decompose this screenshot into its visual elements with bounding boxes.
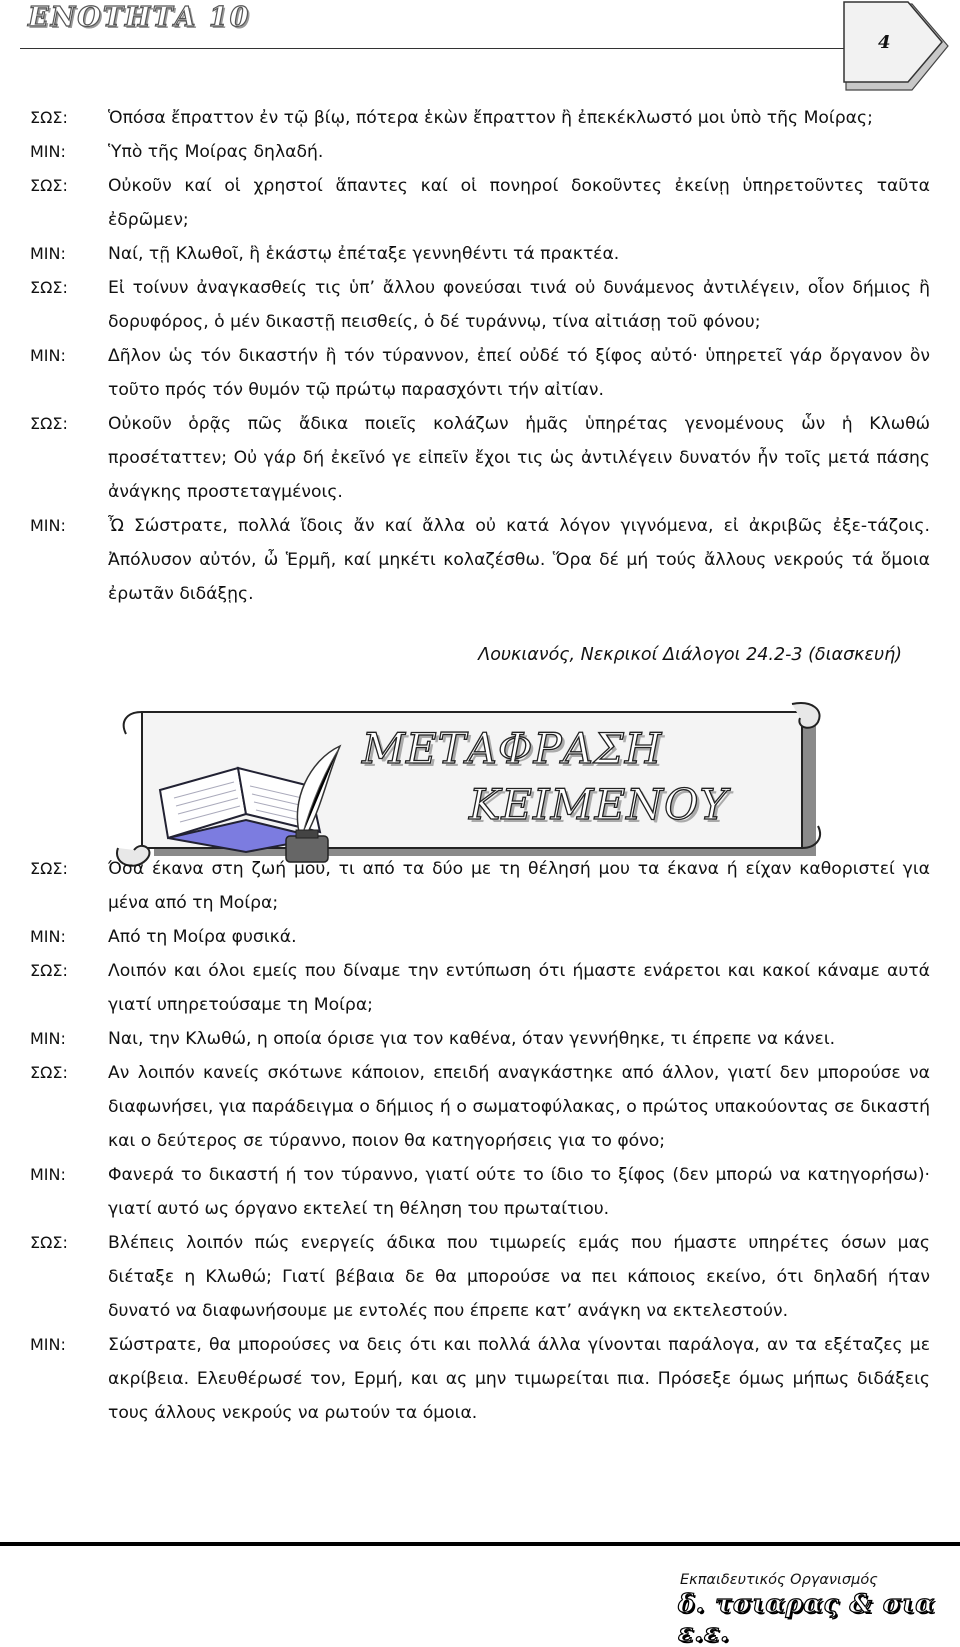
organization-name: Εκπαιδευτικός Οργανισμός <box>680 1572 878 1588</box>
speaker-label: ΣΩΣ: <box>30 108 68 127</box>
dialogue-line <box>0 852 960 920</box>
dialogue-line <box>0 407 960 509</box>
speaker-label: ΣΩΣ: <box>30 414 68 433</box>
speech-text: Ὁπόσα ἔπραττον ἐν τῷ βίῳ, πότερα ἑκὼν ἔπραττον ἢ ἐπεκέκλωστό μοι ὑπὸ τῆς Μοίρας; <box>108 108 873 128</box>
speech-text: Οὐκοῦν ὁρᾷς πῶς ἄδικα ποιεῖς κολάζων ἡμᾶς ὑπηρέτας γενομένους ὧν ἡ Κλωθώ προσέταττεν; Οὐ γάρ δή ἐκεῖνό γε εἰπεῖν ἔχοι τις ὡς ἀντιλέγειν δυνατόν ἦν τοῖς μετά πάσης ἀνάγκης προστεταγμένοις. <box>108 414 930 502</box>
speaker-label: ΣΩΣ: <box>30 1233 68 1252</box>
speech-text: Όσα έκανα στη ζωή μου, τι από τα δύο με τη θέλησή μου τα έκανα ή είχαν καθοριστεί για μένα από τη Μοίρα; <box>108 859 930 913</box>
speaker-label: ΜΙΝ: <box>30 1335 66 1354</box>
speech-text: Αν λοιπόν κανείς σκότωνε κάποιον, επειδή αναγκάστηκε από άλλον, γιατί δεν μπορούσε να διαφωνήσει, για παράδειγμα ο δήμιος ή ο σωματοφύλακας, ο πρώτος υπακούοντας σε δικαστή και ο δεύτερος σε τύραννο, ποιον θα κατηγορήσεις για το φόνο; <box>108 1063 930 1151</box>
dialogue-line <box>0 509 960 611</box>
dialogue-line <box>0 101 960 135</box>
translation-dialogue <box>0 852 960 1430</box>
banner-title-line-1: ΜΕΤΑΦΡΑΣΗ <box>362 724 663 773</box>
speech-text: Δῆλον ὡς τόν δικαστήν ἢ τόν τύραννον, ἐπεί οὐδέ τό ξίφος αὐτό· ὑπηρετεῖ γάρ ὄργανον ὂν τοῦτο πρός τόν θυμόν τῷ πρώτῳ παρασχόντι τήν αἰτίαν. <box>108 346 930 400</box>
page-number-badge <box>842 0 952 100</box>
speech-text: Φανερά το δικαστή ή τον τύραννο, γιατί ούτε το ίδιο το ξίφος (δεν μπορώ να κατηγορήσω)· γιατί αυτό ως όργανο εκτελεί τη θέληση του πρωταίτιου. <box>108 1165 930 1219</box>
organization-brand: δ. τσιαρας & σια ε.ε. <box>678 1589 936 1647</box>
section-title: ΕΝΟΤΗΤΑ 10 <box>28 2 251 33</box>
dialogue-line <box>0 339 960 407</box>
original-text-dialogue <box>0 101 960 611</box>
dialogue-line <box>0 135 960 169</box>
speech-text: Σώστρατε, θα μπορούσες να δεις ότι και πολλά άλλα γίνονται παράλογα, αν τα εξέταζες με ακρίβεια. Ελευθέρωσέ τον, Ερμή, και ας μην τιμωρείται πια. Πρόσεξε όμως μήπως διδάξεις τους άλλους νεκρούς να ρωτούν τα όμοια. <box>108 1335 930 1423</box>
speaker-label: ΣΩΣ: <box>30 176 68 195</box>
dialogue-line <box>0 1328 960 1430</box>
speaker-label: ΜΙΝ: <box>30 1165 66 1184</box>
banner-title-line-2: ΚΕΙΜΕΝΟΥ <box>469 780 729 829</box>
speaker-label: ΜΙΝ: <box>30 346 66 365</box>
speech-text: Λοιπόν και όλοι εμείς που δίναμε την εντύπωση ότι ήμαστε ενάρετοι και κακοί κάναμε αυτά γιατί υπηρετούσαμε τη Μοίρα; <box>108 961 930 1015</box>
speech-text: Οὐκοῦν καί οἱ χρηστοί ἅπαντες καί οἱ πονηροί δοκοῦντες ἐκείνῃ ὑπηρετοῦντες ταῦτα ἐδρῶμεν; <box>108 176 930 230</box>
translation-banner <box>112 700 838 870</box>
dialogue-line <box>0 954 960 1022</box>
open-book-quill-icon <box>150 740 350 870</box>
speaker-label: ΣΩΣ: <box>30 278 68 297</box>
speech-text: Ὑπὸ τῆς Μοίρας δηλαδή. <box>108 142 324 162</box>
speaker-label: ΜΙΝ: <box>30 142 66 161</box>
dialogue-line <box>0 920 960 954</box>
speech-text: Ναι, την Κλωθώ, η οποία όρισε για τον καθένα, όταν γεννήθηκε, τι έπρεπε να κάνει. <box>108 1029 836 1049</box>
header-rule <box>20 48 870 49</box>
source-citation: Λουκιανός, Νεκρικοί Διάλογοι 24.2-3 (διασκευή) <box>478 645 902 665</box>
speech-text: Από τη Μοίρα φυσικά. <box>108 927 297 947</box>
speaker-label: ΜΙΝ: <box>30 516 66 535</box>
speech-text: Ὦ Σώστρατε, πολλά ἴδοις ἄν καί ἄλλα οὐ κατά λόγον γιγνόμενα, εἰ ἀκριβῶς ἐξε-τάζοις. Ἀπόλυσον αὐτόν, ὦ Ἑρμῆ, καί μηκέτι κολαζέσθω. Ὅρα δέ μή τούς ἄλλους νεκρούς τά ὅμοια ἐρωτᾶν διδάξῃς. <box>108 516 930 604</box>
dialogue-line <box>0 271 960 339</box>
dialogue-line <box>0 1158 960 1226</box>
dialogue-line <box>0 169 960 237</box>
footer-rule <box>0 1542 960 1546</box>
dialogue-line <box>0 1022 960 1056</box>
speaker-label: ΣΩΣ: <box>30 859 68 878</box>
dialogue-line <box>0 237 960 271</box>
speech-text: Ναί, τῇ Κλωθοῖ, ἣ ἑκάστῳ ἐπέταξε γεννηθέντι τά πρακτέα. <box>108 244 620 264</box>
speaker-label: ΣΩΣ: <box>30 961 68 980</box>
speaker-label: ΜΙΝ: <box>30 927 66 946</box>
speech-text: Εἰ τοίνυν ἀναγκασθείς τις ὑπ’ ἄλλου φονεύσαι τινά οὐ δυνάμενος ἀντιλέγειν, οἷον δήμιος ἢ δορυφόρος, ὁ μέν δικαστῇ πεισθείς, ὁ δέ τυράννῳ, τίνα αἰτιάσῃ τοῦ φόνου; <box>108 278 930 332</box>
page-number: 4 <box>878 32 891 53</box>
speaker-label: ΣΩΣ: <box>30 1063 68 1082</box>
dialogue-line <box>0 1226 960 1328</box>
speaker-label: ΜΙΝ: <box>30 244 66 263</box>
dialogue-line <box>0 1056 960 1158</box>
speaker-label: ΜΙΝ: <box>30 1029 66 1048</box>
speech-text: Βλέπεις λοιπόν πώς ενεργείς άδικα που τιμωρείς εμάς που ήμαστε υπηρέτες όσων μας διέταξε η Κλωθώ; Γιατί βέβαια δε θα μπορούσε να πει κάποιος εκείνο, ότι δηλαδή ήταν δυνατό να διαφωνήσουμε με εντολές που έπρεπε κατ’ ανάγκη να εκτελεστούν. <box>108 1233 930 1321</box>
